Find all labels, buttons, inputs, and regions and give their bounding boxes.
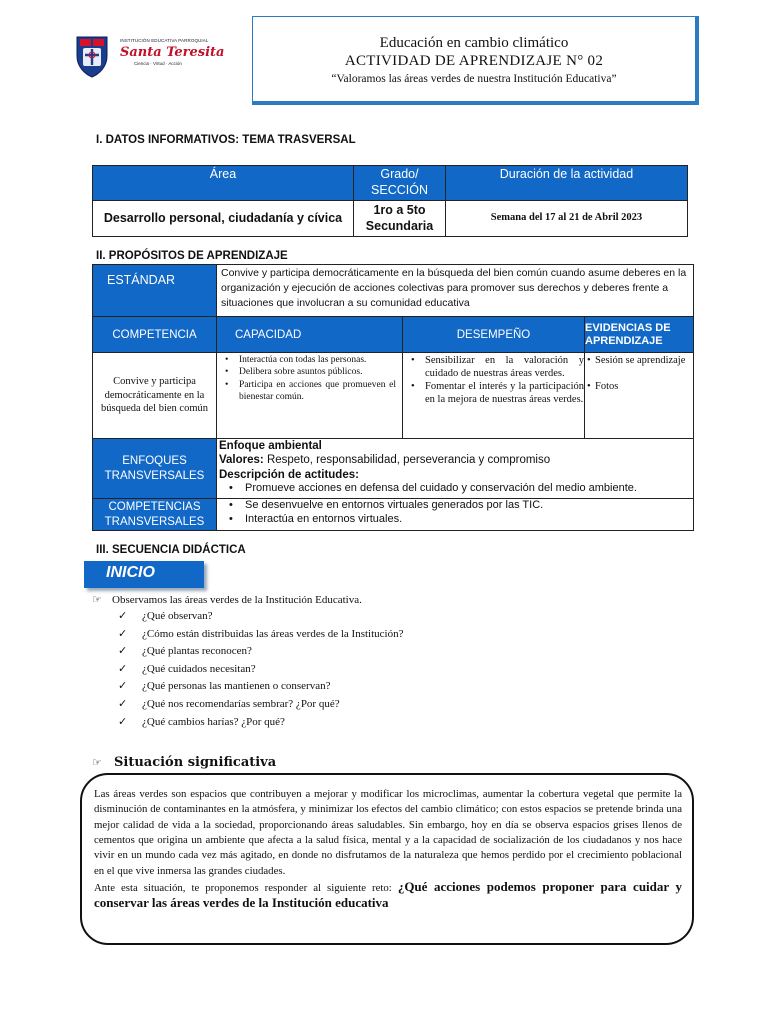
- activity-title: ACTIVIDAD DE APRENDIZAJE N° 02: [344, 53, 604, 69]
- list-item: • Sesión se aprendizaje: [587, 354, 691, 368]
- check-icon: ✓: [118, 626, 128, 640]
- check-icon: ✓: [118, 696, 128, 710]
- enfoques-label: ENFOQUES TRANSVERSALES: [93, 439, 217, 499]
- intro-text: Observamos las áreas verdes de la Institución Educativa.: [112, 594, 362, 606]
- col-grado-header: Grado/ SECCIÓN: [354, 166, 446, 201]
- list-item: ✓ ¿Qué cambios harías? ¿Por qué?: [118, 714, 285, 728]
- capacidad-cell: [217, 353, 403, 439]
- evidencias-header: EVIDENCIAS DE APRENDIZAJE: [585, 317, 694, 353]
- desempeno-header: DESEMPEÑO: [403, 317, 585, 353]
- list-item: • Interactúa con todas las personas.: [217, 354, 396, 366]
- list-item: ✓ ¿Qué cuidados necesitan?: [118, 661, 256, 675]
- list-item: ✓ ¿Qué nos recomendarías sembrar? ¿Por qué?: [118, 696, 340, 710]
- col-duracion-header: Duración de la actividad: [446, 166, 688, 201]
- capacidad-header: CAPACIDAD: [217, 317, 403, 353]
- competencia-value: Convive y participa democráticamente en la búsqueda del bien común: [93, 353, 217, 439]
- valores-label: Valores:: [219, 454, 264, 467]
- school-name: Santa Teresita: [120, 45, 225, 60]
- title-box: [252, 16, 699, 105]
- list-item: • Fomentar el interés y la participación en la mejora de nuestras áreas verdes.: [403, 380, 584, 406]
- check-icon: ✓: [118, 714, 128, 728]
- school-shield-icon: [74, 34, 110, 78]
- section1-heading: I. DATOS INFORMATIVOS: TEMA TRASVERSAL: [96, 134, 356, 146]
- estandar-label: ESTÁNDAR: [93, 265, 217, 317]
- competencia-header: COMPETENCIA: [93, 317, 217, 353]
- school-motto: Ciencia · Virtud · Acción: [134, 61, 182, 66]
- list-item: ✓ ¿Cómo están distribuidas las áreas verdes de la Institución?: [118, 626, 404, 640]
- duracion-value: Semana del 17 al 21 de Abril 2023: [446, 201, 688, 237]
- school-logo: [74, 34, 234, 84]
- list-item: • Participa en acciones que promueven el bienestar común.: [217, 379, 396, 404]
- check-icon: ✓: [118, 661, 128, 675]
- competencias-trans-cell: [217, 499, 694, 531]
- section2-heading: II. PROPÓSITOS DE APRENDIZAJE: [96, 250, 288, 262]
- list-item: • Fotos: [587, 380, 691, 394]
- check-icon: ✓: [118, 609, 128, 622]
- propositos-table: [92, 264, 694, 531]
- list-item: • Se desenvuelve en entornos virtuales generados por las TIC.: [219, 499, 691, 513]
- section3-heading: III. SECUENCIA DIDÁCTICA: [96, 544, 246, 556]
- situacion-box: [80, 773, 694, 945]
- desempeno-cell: [403, 353, 585, 439]
- competencias-trans-label: COMPETENCIAS TRANSVERSALES: [93, 499, 217, 531]
- situacion-heading: ☞ Situación significativa: [92, 755, 277, 770]
- reto-intro: Ante esta situación, te proponemos responder al siguiente reto:: [94, 881, 392, 894]
- datos-table: [92, 165, 688, 237]
- list-item: • Promueve acciones en defensa del cuidado y conservación del medio ambiente.: [219, 482, 691, 496]
- enfoques-cell: [217, 439, 694, 499]
- questions-list: [118, 609, 403, 732]
- activity-subtitle: “Valoramos las áreas verdes de nuestra Institución Educativa”: [331, 73, 617, 85]
- subject-title: Educación en cambio climático: [379, 35, 569, 51]
- list-item: ✓ ¿Qué observan?: [118, 609, 213, 622]
- pointing-hand-icon: ☞: [92, 756, 102, 769]
- school-top-text: INSTITUCIÓN EDUCATIVA PARROQUIAL: [120, 38, 209, 43]
- inicio-label: INICIO: [84, 561, 204, 588]
- situacion-paragraph: Las áreas verdes son espacios que contribuyen a mejorar y modificar los microclimas, aumentar la cobertura vegetal que permite la disminución de contaminantes en la atmósfera, y minimizar los efectos del cambio climático; con estos espacios se pretende brinda una mejor calidad de vida a la sociedad, proporcionando áreas saludables. Sin embargo, hoy en día se observa espacios grises llenos de cementos que origina un ambiente que afecta a la salud física, mental y a la capacidad de socialización de los ciudadanos y nos hace vivir en un mundo cada vez más agitado, en donde no disfrutamos de la naturaleza que hemos perdido por el crecimiento poblacional en el que vive inmersa las grandes ciudades.: [94, 788, 682, 877]
- check-icon: ✓: [118, 679, 128, 693]
- list-item: • Delibera sobre asuntos públicos.: [217, 366, 396, 378]
- evidencias-cell: [585, 353, 694, 439]
- area-value: Desarrollo personal, ciudadanía y cívica: [93, 201, 354, 237]
- reto-text: ¿Qué acciones podemos proponer para cuidar y conservar las áreas verdes de la Institución educativa: [94, 878, 682, 911]
- list-item: • Interactúa en entornos virtuales.: [219, 513, 691, 527]
- grado-value: 1ro a 5to Secundaria: [354, 201, 446, 237]
- list-item: • Sensibilizar en la valoración y cuidado de nuestras áreas verdes.: [403, 354, 584, 380]
- pointing-hand-icon: ☞: [92, 594, 102, 606]
- check-icon: ✓: [118, 644, 128, 658]
- intro-line: [92, 593, 362, 606]
- list-item: ✓ ¿Qué personas las mantienen o conservan?: [118, 679, 331, 693]
- estandar-text: Convive y participa democráticamente en la búsqueda del bien común cuando asume deberes en la organización y ejecución de acciones colectivas para promover sus derechos y deberes frente a situaciones que involucran a su comunidad educativa: [217, 265, 694, 317]
- reto-line: [94, 879, 682, 912]
- list-item: ✓ ¿Qué plantas reconocen?: [118, 644, 252, 658]
- valores-text: Respeto, responsabilidad, perseverancia y compromiso: [266, 454, 551, 467]
- actitudes-label: Descripción de actitudes:: [219, 468, 359, 481]
- col-area-header: Área: [93, 166, 354, 201]
- enfoque-title: Enfoque ambiental: [219, 440, 322, 452]
